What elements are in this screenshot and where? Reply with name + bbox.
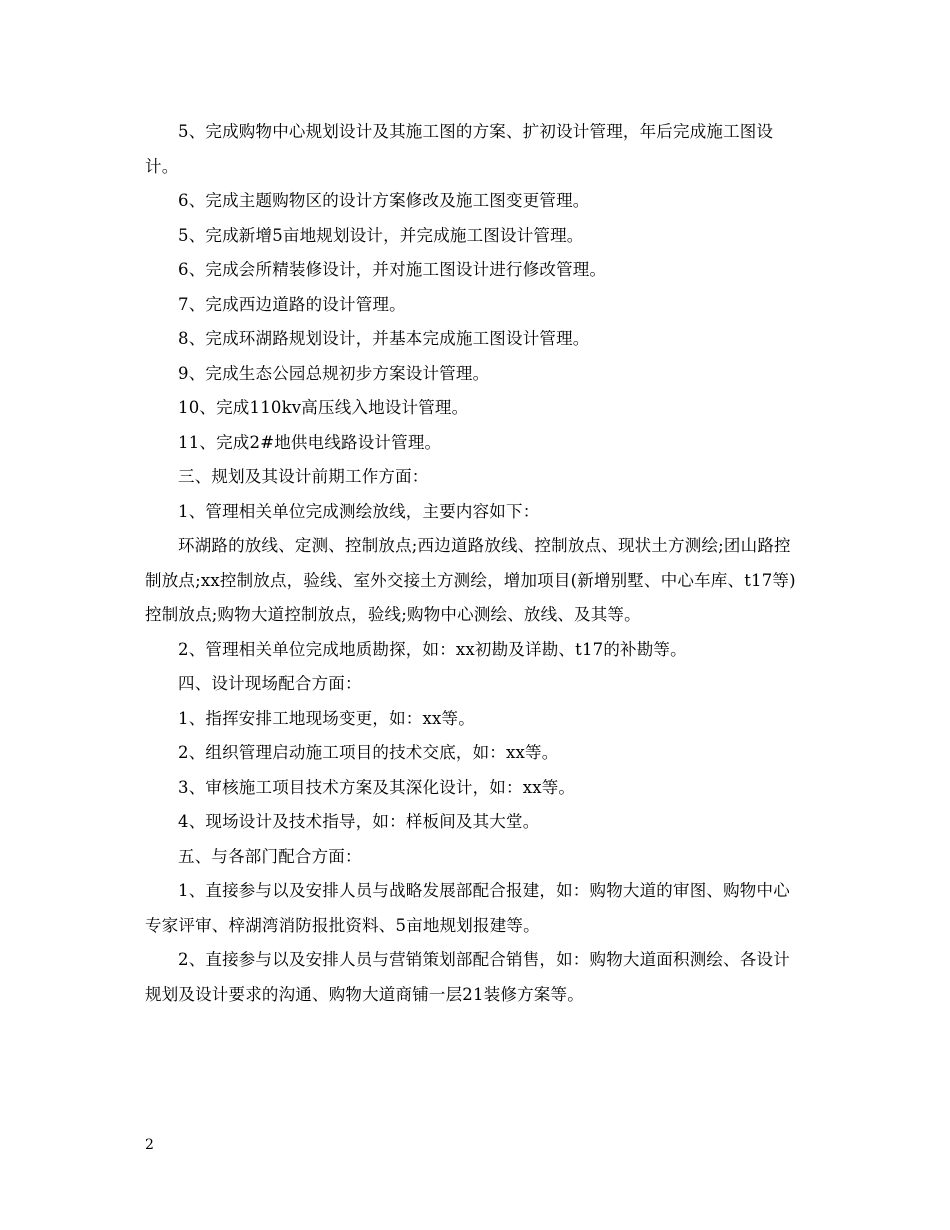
paragraph: 2、管理相关单位完成地质勘探，如：xx初勘及详勘、t17的补勘等。 — [178, 639, 687, 659]
paragraph: 2、组织管理启动施工项目的技术交底，如：xx等。 — [178, 743, 559, 762]
paragraph: 4、现场设计及技术指导，如：样板间及其大堂。 — [178, 812, 540, 831]
paragraph: 3、审核施工项目技术方案及其深化设计，如：xx等。 — [178, 777, 576, 797]
paragraph: 1、直接参与以及安排人员与战略发展部配合报建，如：购物大道的审图、购物中心专家评审、梓湖湾消防报批资料、5亩地规划报建等。 — [145, 881, 790, 935]
paragraph: 6、完成主题购物区的设计方案修改及施工图变更管理。 — [178, 191, 590, 210]
paragraph: 11、完成2#地供电线路设计管理。 — [178, 432, 442, 452]
paragraph: 5、完成购物中心规划设计及其施工图的方案、扩初设计管理，年后完成施工图设计。 — [145, 122, 774, 176]
paragraph: 8、完成环湖路规划设计，并基本完成施工图设计管理。 — [178, 329, 590, 348]
paragraph: 1、指挥安排工地现场变更，如：xx等。 — [178, 708, 475, 728]
page-number: 2 — [145, 1137, 154, 1153]
section-heading: 三、规划及其设计前期工作方面： — [178, 467, 429, 486]
paragraph: 环湖路的放线、定测、控制放点;西边道路放线、控制放点、现状土方测绘;团山路控制放点;xx控制放点，验线、室外交接土方测绘，增加项目(新增别墅、中心车库、t17等)控制放点;购物大道控制放点，验线;购物中心测绘、放线、及其等。 — [145, 536, 796, 624]
paragraph: 1、管理相关单位完成测绘放线，主要内容如下： — [178, 501, 540, 521]
section-heading: 五、与各部门配合方面： — [178, 846, 362, 866]
document-body — [145, 115, 805, 1012]
paragraph: 2、直接参与以及安排人员与营销策划部配合销售，如：购物大道面积测绘、各设计规划及设计要求的沟通、购物大道商铺一层21装修方案等。 — [145, 950, 790, 1004]
section-heading: 四、设计现场配合方面： — [178, 674, 362, 693]
paragraph: 5、完成新增5亩地规划设计，并完成施工图设计管理。 — [178, 225, 584, 245]
paragraph: 10、完成110kv高压线入地设计管理。 — [178, 398, 469, 417]
paragraph: 6、完成会所精装修设计，并对施工图设计进行修改管理。 — [178, 260, 607, 279]
paragraph: 7、完成西边道路的设计管理。 — [178, 294, 406, 314]
paragraph: 9、完成生态公园总规初步方案设计管理。 — [178, 363, 490, 383]
